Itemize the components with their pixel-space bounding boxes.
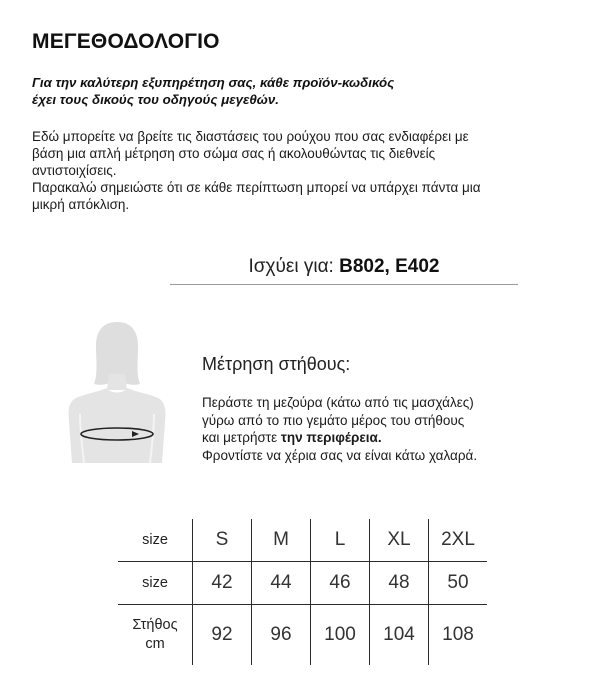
table-header-row	[118, 519, 487, 562]
row-label	[118, 605, 193, 666]
intro-line: μικρή απόκλιση.	[32, 197, 130, 212]
value-cell: 42	[193, 562, 252, 605]
value-cell: 100	[311, 605, 370, 666]
value-cell: 96	[252, 605, 311, 666]
measurement-emphasis: την περιφέρεια.	[280, 430, 382, 445]
measurement-line-text: και μετρήστε	[202, 430, 281, 445]
body-silhouette-icon	[58, 318, 176, 463]
applies-codes: B802, E402	[339, 256, 440, 277]
intro-paragraph-1	[32, 128, 572, 179]
size-cell: S	[193, 519, 252, 562]
applies-label: Ισχύει για:	[248, 256, 334, 277]
size-cell: XL	[370, 519, 429, 562]
row-label: size	[118, 519, 193, 562]
subtitle-line: έχει τους δικούς του οδηγούς μεγεθών.	[32, 92, 279, 107]
intro-text	[32, 128, 572, 213]
size-cell: M	[252, 519, 311, 562]
value-cell: 92	[193, 605, 252, 666]
value-cell: 50	[429, 562, 488, 605]
table-row	[118, 562, 487, 605]
intro-line: βάση μια απλή μέτρηση στο σώμα σας ή ακολουθώντας τις διεθνείς	[32, 146, 436, 161]
size-cell: L	[311, 519, 370, 562]
measurement-line	[202, 429, 562, 447]
size-table	[118, 519, 487, 665]
value-cell: 108	[429, 605, 488, 666]
measurement-line: Φροντίστε να χέρια σας να είναι κάτω χαλαρά.	[202, 447, 478, 463]
applies-divider	[170, 284, 518, 285]
row-label-line: cm	[145, 636, 165, 652]
value-cell: 44	[252, 562, 311, 605]
intro-line: αντιστοιχίσεις.	[32, 163, 117, 178]
size-cell: 2XL	[429, 519, 488, 562]
applies-to	[170, 256, 518, 278]
measurement-instructions	[202, 394, 562, 464]
subtitle-line: Για την καλύτερη εξυπηρέτηση σας, κάθε προϊόν-κωδικός	[32, 75, 395, 90]
value-cell: 46	[311, 562, 370, 605]
measurement-title: Μέτρηση στήθους:	[202, 354, 351, 374]
intro-paragraph-2	[32, 179, 572, 213]
measurement-line: γύρω από το πιο γεμάτο μέρος του στήθους	[202, 412, 465, 428]
row-label-line: Στήθος	[132, 617, 178, 633]
page-title: ΜΕΓΕΘΟΔΟΛΟΓΙΟ	[32, 30, 220, 53]
subtitle	[32, 74, 572, 108]
value-cell: 48	[370, 562, 429, 605]
measurement-line: Περάστε τη μεζούρα (κάτω από τις μασχάλες)	[202, 395, 474, 410]
row-label: size	[118, 562, 193, 605]
intro-line: Παρακαλώ σημειώστε ότι σε κάθε περίπτωση μπορεί να υπάρχει πάντα μια	[32, 180, 481, 195]
value-cell: 104	[370, 605, 429, 666]
table-row	[118, 605, 487, 666]
intro-line: Εδώ μπορείτε να βρείτε τις διαστάσεις του ρούχου που σας ενδιαφέρει με	[32, 129, 469, 144]
